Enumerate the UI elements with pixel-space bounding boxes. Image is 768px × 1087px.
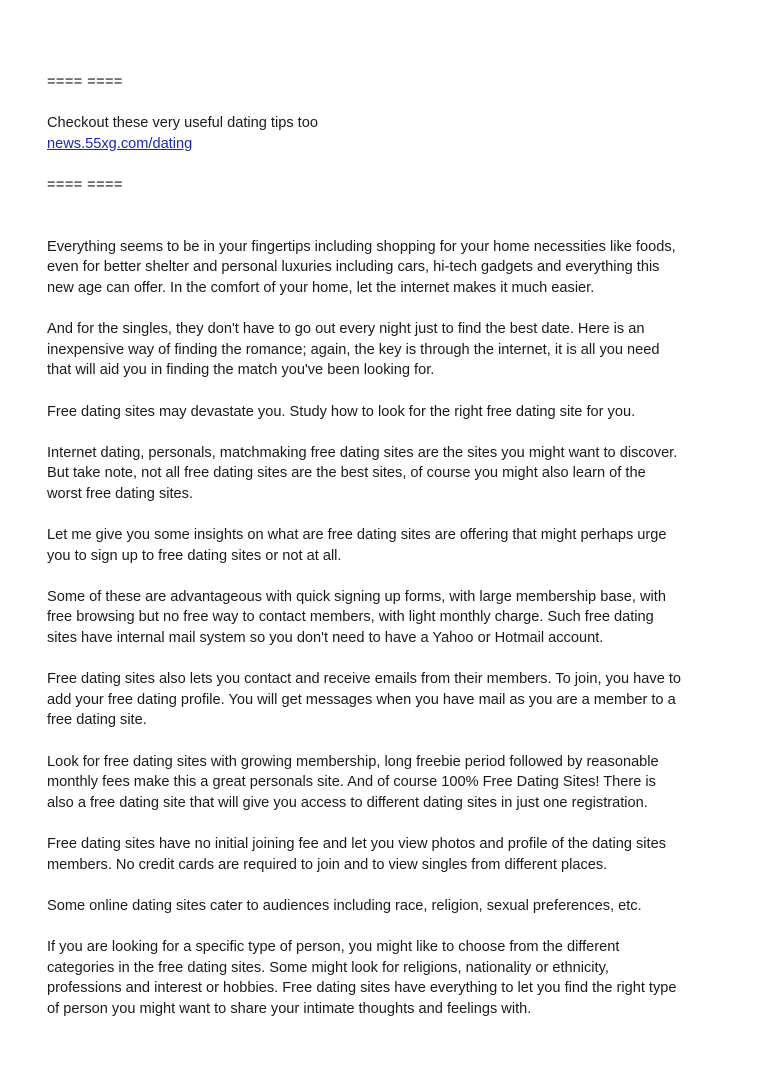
separator-bottom: ==== ==== (47, 176, 123, 193)
paragraph-line: add your free dating profile. You will get messages when you have mail as you are a member to a (47, 691, 676, 708)
paragraph-line: free browsing but no free way to contact members, with light monthly charge. Such free dating (47, 609, 654, 626)
paragraph (47, 402, 737, 423)
paragraph (47, 525, 737, 566)
paragraph (47, 587, 737, 649)
document-page (47, 72, 737, 1040)
paragraph (47, 319, 737, 381)
paragraph-line: Free dating sites have no initial joining fee and let you view photos and profile of the dating sites (47, 835, 667, 852)
paragraph-line: Some online dating sites cater to audiences including race, religion, sexual preferences, etc. (47, 897, 642, 914)
paragraph (47, 443, 737, 505)
paragraph-line: new age can offer. In the comfort of your home, let the internet makes it much easier. (47, 279, 595, 296)
paragraph (47, 237, 737, 299)
paragraph-line: Free dating sites also lets you contact and receive emails from their members. To join, you have to (47, 671, 682, 688)
paragraph-line: categories in the free dating sites. Some might look for religions, nationality or ethnicity, (47, 959, 609, 976)
paragraph-line: Look for free dating sites with growing membership, long freebie period followed by reasonable (47, 753, 659, 770)
promo-text: Checkout these very useful dating tips too (47, 115, 318, 132)
paragraph-line: Internet dating, personals, matchmaking free dating sites are the sites you might want to discover. (47, 444, 678, 461)
paragraph-line: Let me give you some insights on what are free dating sites are offering that might perhaps urge (47, 527, 667, 544)
paragraph-line: professions and interest or hobbies. Free dating sites have everything to let you find the right type (47, 980, 677, 997)
paragraph-line: worst free dating sites. (47, 485, 194, 502)
paragraph-line: even for better shelter and personal luxuries including cars, hi-tech gadgets and everything this (47, 259, 660, 276)
paragraph-line: of person you might want to share your intimate thoughts and feelings with. (47, 1000, 532, 1017)
paragraph-line: But take note, not all free dating sites are the best sites, of course you might also learn of the (47, 465, 646, 482)
paragraph (47, 669, 737, 731)
paragraph-line: that will aid you in finding the match you've been looking for. (47, 362, 435, 379)
paragraph-line: Free dating sites may devastate you. Study how to look for the right free dating site for you. (47, 403, 636, 420)
paragraph-line: also a free dating site that will give you access to different dating sites in just one registration. (47, 794, 648, 811)
spacer (47, 93, 737, 114)
paragraph-line: sites have internal mail system so you don't need to have a Yahoo or Hotmail account. (47, 630, 604, 647)
paragraph (47, 752, 737, 814)
promo-line (47, 134, 737, 155)
paragraph-line: inexpensive way of finding the romance; again, the key is through the internet, it is all you need (47, 341, 660, 358)
paragraph (47, 937, 737, 1019)
paragraph-line: Some of these are advantageous with quick signing up forms, with large membership base, with (47, 588, 666, 605)
paragraph-line: monthly fees make this a great personals site. And of course 100% Free Dating Sites! There is (47, 774, 656, 791)
paragraph-line: you to sign up to free dating sites or not at all. (47, 547, 342, 564)
paragraph-line: And for the singles, they don't have to go out every night just to find the best date. Here is an (47, 321, 645, 338)
paragraph (47, 896, 737, 917)
spacer (47, 154, 737, 175)
paragraph-line: Everything seems to be in your fingertips including shopping for your home necessities like foods, (47, 238, 676, 255)
paragraph-line: members. No credit cards are required to join and to view singles from different places. (47, 856, 608, 873)
separator-top: ==== ==== (47, 74, 123, 90)
paragraph-line: If you are looking for a specific type of person, you might like to choose from the different (47, 938, 620, 955)
paragraph (47, 834, 737, 875)
paragraph-line: free dating site. (47, 712, 147, 729)
spacer (47, 196, 737, 237)
promo-link[interactable]: news.55xg.com/dating (47, 135, 193, 152)
